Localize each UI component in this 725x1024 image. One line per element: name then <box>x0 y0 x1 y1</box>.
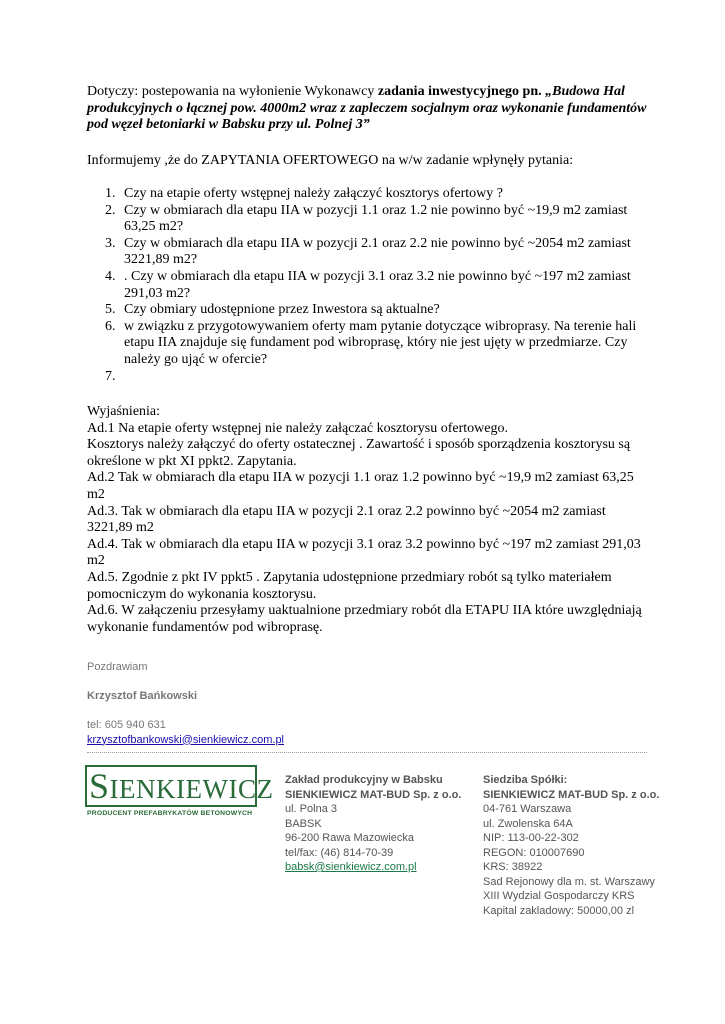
intro-text: Informujemy ,że do ZAPYTANIA OFERTOWEGO na w/w zadanie wpłynęły pytania: <box>87 153 574 168</box>
answers-heading: Wyjaśnienia: <box>87 404 161 419</box>
logo-rest: IENKIEWICZ <box>109 774 274 804</box>
subject-title: „Budowa Hal produkcyjnych o łącznej pow. 4000m2 wraz z zapleczem socjalnym oraz wykonanie fundamentów pod węzeł betoniarki w Babsku przy ul. Polnej 3” <box>87 84 647 133</box>
subject-prefix: Dotyczy: postepowania na wyłonienie Wykonawcy <box>87 84 378 99</box>
question-item <box>105 302 645 319</box>
question-item <box>105 269 645 302</box>
question-text <box>124 369 128 384</box>
questions-list <box>105 186 645 385</box>
greeting: Pozdrawiam <box>87 661 148 673</box>
hq-company: SIENKIEWICZ MAT-BUD Sp. z o.o. <box>483 788 660 801</box>
plant-heading: Zakład produkcyjny w Babsku <box>285 774 443 786</box>
question-number: 5. <box>105 302 116 318</box>
logo-initial: S <box>89 766 110 806</box>
question-item <box>105 186 645 203</box>
question-item <box>105 319 645 369</box>
hq-line: NIP: 113-00-22-302 <box>483 832 579 844</box>
hq-line: REGON: 010007690 <box>483 846 585 859</box>
answer-line: Ad.2 Tak w obmiarach dla etapu IIA w pozycji 1.1 oraz 1.2 powinno być ~19,9 m2 zamiast 63,25 m2 <box>87 470 634 502</box>
plant-line: BABSK <box>285 817 322 830</box>
question-text: . Czy w obmiarach dla etapu IIA w pozycji 3.1 oraz 3.2 nie powinno być ~197 m2 zamiast 291,03 m2? <box>124 268 631 301</box>
hq-line: KRS: 38922 <box>483 861 543 873</box>
hq-heading: Siedziba Spółki: <box>483 774 568 786</box>
plant-email-link[interactable]: babsk@sienkiewicz.com.pl <box>285 861 417 873</box>
hq-line: 04-761 Warszawa <box>483 803 572 815</box>
question-text: Czy w obmiarach dla etapu IIA w pozycji 2.1 oraz 2.2 nie powinno być ~2054 m2 zamiast 3221,89 m2? <box>124 235 631 268</box>
answer-line: Ad.5. Zgodnie z pkt IV ppkt5 . Zapytania udostępnione przedmiary robót są tylko materiałem pomocniczym do wykonania kosztorysu. <box>87 569 612 602</box>
answer-line: Ad.4. Tak w obmiarach dla etapu IIA w pozycji 3.1 oraz 3.2 powinno być ~197 m2 zamiast 291,03 m2 <box>87 536 641 569</box>
plant-line: 96-200 Rawa Mazowiecka <box>285 832 415 844</box>
subject-bold: zadania inwestycyjnego pn. <box>377 84 546 99</box>
answer-line: Ad.3. Tak w obmiarach dla etapu IIA w pozycji 2.1 oraz 2.2 powinno być ~2054 m2 zamiast 3221,89 m2 <box>87 503 606 536</box>
hq-line: Sad Rejonowy dla m. st. Warszawy <box>483 875 655 888</box>
hq-line: Kapital zakladowy: 50000,00 zl <box>483 904 635 917</box>
subject-paragraph <box>87 84 647 134</box>
question-number: 3. <box>105 235 116 251</box>
plant-address-block <box>285 773 475 875</box>
divider <box>87 752 647 753</box>
question-text: Czy w obmiarach dla etapu IIA w pozycji 1.1 oraz 1.2 nie powinno być ~19,9 m2 zamiast 63,25 m2? <box>124 202 628 235</box>
logo-tagline: PRODUCENT PREFABRYKATÓW BETONOWYCH <box>87 810 253 817</box>
question-item <box>105 369 645 386</box>
signature-contact <box>87 718 284 747</box>
answer-line: Ad.6. W załączeniu przesyłamy uaktualnione przedmiary robót dla ETAPU IIA które uwzględniają wykonanie fundamentów pod wibroprasę. <box>87 603 642 635</box>
question-text: Czy na etapie oferty wstępnej należy załączyć kosztorys ofertowy ? <box>124 186 503 201</box>
hq-address-block <box>483 773 683 918</box>
question-number: 7. <box>105 368 116 384</box>
hq-line: XIII Wydzial Gospodarczy KRS <box>483 890 635 902</box>
question-item <box>105 236 645 269</box>
signature-email-link[interactable]: krzysztofbankowski@sienkiewicz.com.pl <box>87 733 285 746</box>
signature-name: Krzysztof Bańkowski <box>87 690 198 702</box>
hq-line: ul. Zwolenska 64A <box>483 817 573 830</box>
question-number: 6. <box>105 318 116 334</box>
company-logo <box>85 765 274 825</box>
answers-section <box>87 404 647 636</box>
signature-phone: tel: 605 940 631 <box>87 719 166 731</box>
question-text: w związku z przygotowywaniem oferty mam pytanie dotyczące wibroprasy. Na terenie hali etapu IIA znajduje się fundament pod wibroprasę, który nie jest ujęty w przedmiarze. Czy należy go ująć w ofercie? <box>124 318 637 367</box>
question-item <box>105 203 645 236</box>
question-number: 1. <box>105 186 116 201</box>
answer-line: Ad.1 Na etapie oferty wstępnej nie należy załączać kosztorysu ofertowego. <box>87 420 508 436</box>
question-number: 4. <box>105 268 116 284</box>
logo-wordmark <box>89 766 274 806</box>
question-text: Czy obmiary udostępnione przez Inwestora są aktualne? <box>124 302 440 318</box>
plant-line: tel/fax: (46) 814-70-39 <box>285 846 394 859</box>
question-number: 2. <box>105 202 116 218</box>
answer-line: Kosztorys należy załączyć do oferty ostatecznej . Zawartość i sposób sporządzenia kosztorysu są określone w pkt XI ppkt2. Zapytania. <box>87 437 631 469</box>
plant-line: ul. Polna 3 <box>285 803 337 815</box>
plant-company: SIENKIEWICZ MAT-BUD Sp. z o.o. <box>285 788 462 801</box>
